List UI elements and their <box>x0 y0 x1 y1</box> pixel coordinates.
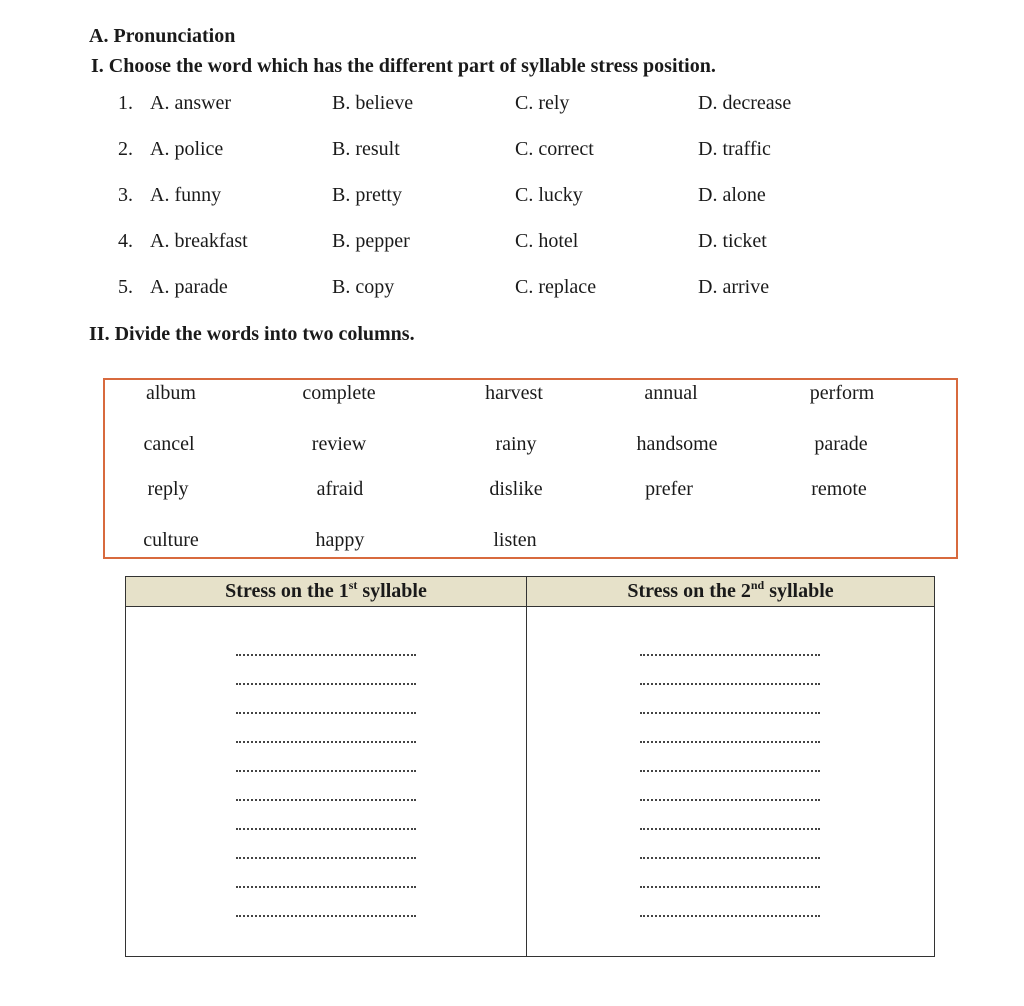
answer-line[interactable] <box>236 828 416 830</box>
word-bank-item: handsome <box>636 433 718 455</box>
answer-line[interactable] <box>236 683 416 685</box>
question-number: 3. <box>118 184 133 206</box>
word-bank-item: dislike <box>489 478 543 500</box>
word-bank-item: complete <box>302 382 376 404</box>
word-bank-item: afraid <box>316 478 364 500</box>
answer-line[interactable] <box>236 857 416 859</box>
question-row <box>118 92 838 118</box>
option-b: B. pretty <box>332 184 402 206</box>
option-d: D. alone <box>698 184 766 206</box>
answer-line[interactable] <box>640 828 820 830</box>
option-a: A. breakfast <box>150 230 248 252</box>
question-row <box>118 276 838 302</box>
option-c: C. replace <box>515 276 597 298</box>
question-row <box>118 230 838 256</box>
word-bank-item: parade <box>814 433 868 455</box>
word-bank-box <box>103 378 958 559</box>
option-a: A. answer <box>150 92 232 114</box>
option-d: D. traffic <box>698 138 771 160</box>
option-b: B. copy <box>332 276 395 298</box>
word-bank-item: reply <box>147 478 189 500</box>
answer-line[interactable] <box>236 886 416 888</box>
answer-line[interactable] <box>640 654 820 656</box>
column-header-first-syllable: Stress on the 1st syllable <box>126 577 526 607</box>
word-bank-item: culture <box>143 529 199 551</box>
word-bank-item: annual <box>644 382 698 404</box>
word-bank-item: cancel <box>143 433 195 455</box>
option-b: B. result <box>332 138 400 160</box>
answer-line[interactable] <box>236 770 416 772</box>
column-header-second-syllable: Stress on the 2nd syllable <box>527 577 934 607</box>
part1-title: I. Choose the word which has the different part of syllable stress position. <box>91 55 716 77</box>
question-row <box>118 184 838 210</box>
word-bank-item: review <box>311 433 367 455</box>
option-b: B. believe <box>332 92 414 114</box>
option-c: C. lucky <box>515 184 583 206</box>
answer-line[interactable] <box>236 654 416 656</box>
option-a: A. funny <box>150 184 222 206</box>
question-row <box>118 138 838 164</box>
option-d: D. ticket <box>698 230 767 252</box>
word-bank-item: remote <box>811 478 867 500</box>
option-c: C. correct <box>515 138 594 160</box>
answer-line[interactable] <box>640 915 820 917</box>
answer-line[interactable] <box>640 799 820 801</box>
answer-line[interactable] <box>640 886 820 888</box>
option-d: D. arrive <box>698 276 770 298</box>
option-c: C. rely <box>515 92 570 114</box>
answer-line[interactable] <box>236 741 416 743</box>
word-bank-item: album <box>146 382 196 404</box>
word-bank-item: perform <box>809 382 875 404</box>
word-bank-item: prefer <box>645 478 693 500</box>
answer-line[interactable] <box>640 770 820 772</box>
section-heading: A. Pronunciation <box>89 25 236 47</box>
word-bank-item: happy <box>315 529 365 551</box>
word-bank-item: rainy <box>495 433 537 455</box>
option-d: D. decrease <box>698 92 792 114</box>
word-bank-item: listen <box>493 529 537 551</box>
answer-line[interactable] <box>236 799 416 801</box>
question-number: 4. <box>118 230 133 252</box>
answer-line[interactable] <box>236 915 416 917</box>
option-c: C. hotel <box>515 230 579 252</box>
word-bank-item: harvest <box>485 382 543 404</box>
answer-line[interactable] <box>640 741 820 743</box>
option-a: A. parade <box>150 276 228 298</box>
column-divider <box>526 577 527 956</box>
part2-title: II. Divide the words into two columns. <box>89 323 415 345</box>
question-number: 1. <box>118 92 133 114</box>
answer-line[interactable] <box>640 857 820 859</box>
question-number: 5. <box>118 276 133 298</box>
answer-line[interactable] <box>640 712 820 714</box>
option-a: A. police <box>150 138 224 160</box>
answer-table <box>125 576 935 957</box>
option-b: B. pepper <box>332 230 410 252</box>
question-number: 2. <box>118 138 133 160</box>
answer-line[interactable] <box>640 683 820 685</box>
answer-line[interactable] <box>236 712 416 714</box>
